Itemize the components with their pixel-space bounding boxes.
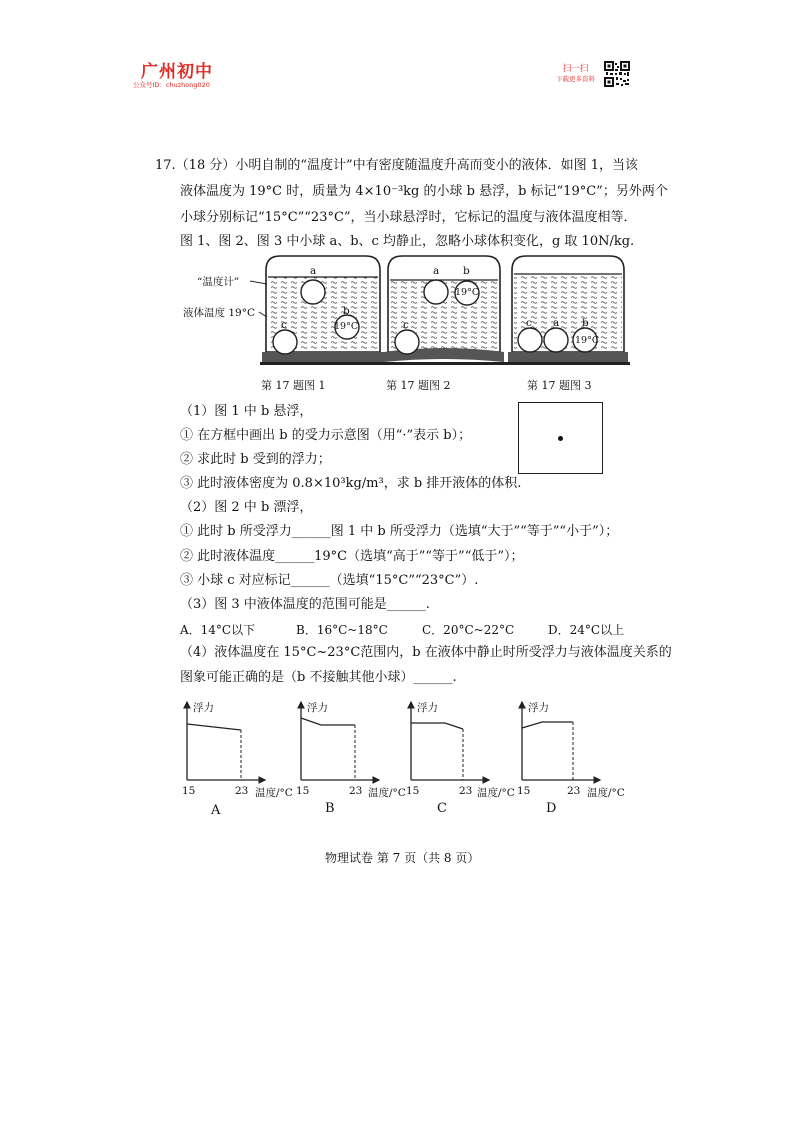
figure-1-container	[250, 256, 386, 365]
brand-logo	[133, 63, 213, 89]
figure-2-caption: 第 17 题图 2	[386, 379, 451, 392]
part2-item-1: ① 此时 b 所受浮力______图 1 中 b 所受浮力（选填“大于”“等于”“小于”）；	[180, 524, 619, 539]
fig3-ball-b-label: b	[582, 317, 589, 329]
force-diagram-answer-box[interactable]	[518, 402, 603, 474]
question-stem-line-2: 液体温度为 19°C 时，质量为 4×10⁻³kg 的小球 b 悬浮，b 标记“19°C”；另外两个	[180, 184, 668, 199]
fig3-ball-a-label: a	[553, 317, 560, 329]
graph-c-option-label: C	[437, 801, 447, 816]
fig1-ball-b-mark: 19°C	[334, 321, 359, 332]
brand-title: 广州初中	[141, 62, 213, 82]
part4-question-line-1: （4）液体温度在 15°C~23°C范围内，b 在液体中静止时所受浮力与液体温度关系的	[180, 645, 672, 660]
graph-c-x-end: 23	[459, 785, 473, 797]
part1-item-3: ③ 此时液体密度为 0.8×10³kg/m³，求 b 排开液体的体积.	[180, 476, 522, 491]
graph-b-ylabel: 浮力	[307, 702, 328, 714]
fig1-ball-a-label: a	[310, 265, 317, 277]
page-footer: 物理试卷 第 7 页（共 8 页）	[325, 851, 480, 865]
figure-3-container	[506, 256, 630, 365]
graph-a-x-start: 15	[182, 785, 196, 797]
part3-choice-b: B．16°C~18°C	[296, 623, 388, 637]
figure-3-caption: 第 17 题图 3	[527, 379, 592, 392]
graph-d-option-label: D	[546, 801, 557, 816]
fig2-ball-a-label: a	[433, 265, 440, 277]
fig3-ball-c-label: c	[526, 317, 532, 329]
fig3-ball-b-mark: 19°C	[575, 335, 600, 346]
part2-item-2: ② 此时液体温度______19°C（选填“高于”“等于”“低于”）；	[180, 549, 524, 564]
thermometer-label: “温度计”	[197, 276, 240, 288]
graph-b-x-start: 15	[296, 785, 310, 797]
graph-b-x-end: 23	[349, 785, 363, 797]
ball-b-dot	[558, 436, 563, 441]
fig2-ball-c-label: c	[403, 319, 409, 331]
qr-code-icon	[604, 61, 630, 87]
question-stem-line-4: 图 1、图 2、图 3 中小球 a、b、c 均静止，忽略小球体积变化，g 取 10N/kg.	[180, 234, 635, 249]
brand-subtitle: 公众号ID：chuzhong020	[133, 81, 210, 89]
graph-d-xlabel: 温度/°C	[587, 787, 625, 799]
part1-item-2: ② 求此时 b 受到的浮力；	[180, 452, 331, 467]
question-stem-line-3: 小球分别标记“15°C”“23°C”，当小球悬浮时，它标记的温度与液体温度相等．	[180, 210, 637, 225]
fig2-ball-b-label: b	[463, 265, 470, 277]
graph-c-ylabel: 浮力	[417, 702, 438, 714]
part3-choice-d: D．24°C以上	[548, 623, 625, 637]
part2-heading: （2）图 2 中 b 漂浮，	[180, 500, 313, 515]
graph-d-x-start: 15	[517, 785, 531, 797]
buoyancy-graphs	[175, 698, 645, 798]
scan-promo	[556, 64, 595, 84]
question-stem-line-1: 17.（18 分）小明自制的“温度计”中有密度随温度升高而变小的液体．如图 1，当该	[155, 158, 639, 173]
fig2-ball-b-mark: 19°C	[455, 287, 480, 298]
graph-b-option-label: B	[325, 801, 335, 816]
figure-2-container	[382, 256, 506, 365]
part4-question-line-2: 图象可能正确的是（b 不接触其他小球）______.	[180, 670, 457, 685]
graph-a-xlabel: 温度/°C	[255, 787, 293, 799]
scan-subtitle: 下载更多资料	[556, 75, 595, 83]
part1-heading: （1）图 1 中 b 悬浮，	[180, 404, 313, 419]
graph-a-option-label: A	[211, 803, 221, 818]
graph-a-ylabel: 浮力	[193, 702, 214, 714]
figure-1-caption: 第 17 题图 1	[261, 379, 326, 392]
graph-b-xlabel: 温度/°C	[368, 787, 406, 799]
fig1-ball-b-label: b	[343, 305, 350, 317]
scan-label: 扫一扫	[562, 64, 589, 74]
graph-d-ylabel: 浮力	[528, 702, 549, 714]
part3-choice-c: C．20°C~22°C	[422, 623, 515, 637]
graph-d-x-end: 23	[567, 785, 581, 797]
part2-item-3: ③ 小球 c 对应标记______（选填“15°C”“23°C”）.	[180, 573, 479, 588]
part1-item-1: ① 在方框中画出 b 的受力示意图（用“·”表示 b）；	[180, 428, 472, 443]
graph-a-x-end: 23	[235, 785, 249, 797]
fig1-ball-c-label: c	[281, 319, 287, 331]
part3-choice-a: A．14°C以下	[180, 623, 256, 637]
part3-question: （3）图 3 中液体温度的范围可能是______.	[180, 597, 430, 612]
liquid-temp-label: 液体温度 19°C	[183, 307, 255, 319]
graph-c-xlabel: 温度/°C	[477, 787, 515, 799]
graph-c-x-start: 15	[406, 785, 420, 797]
